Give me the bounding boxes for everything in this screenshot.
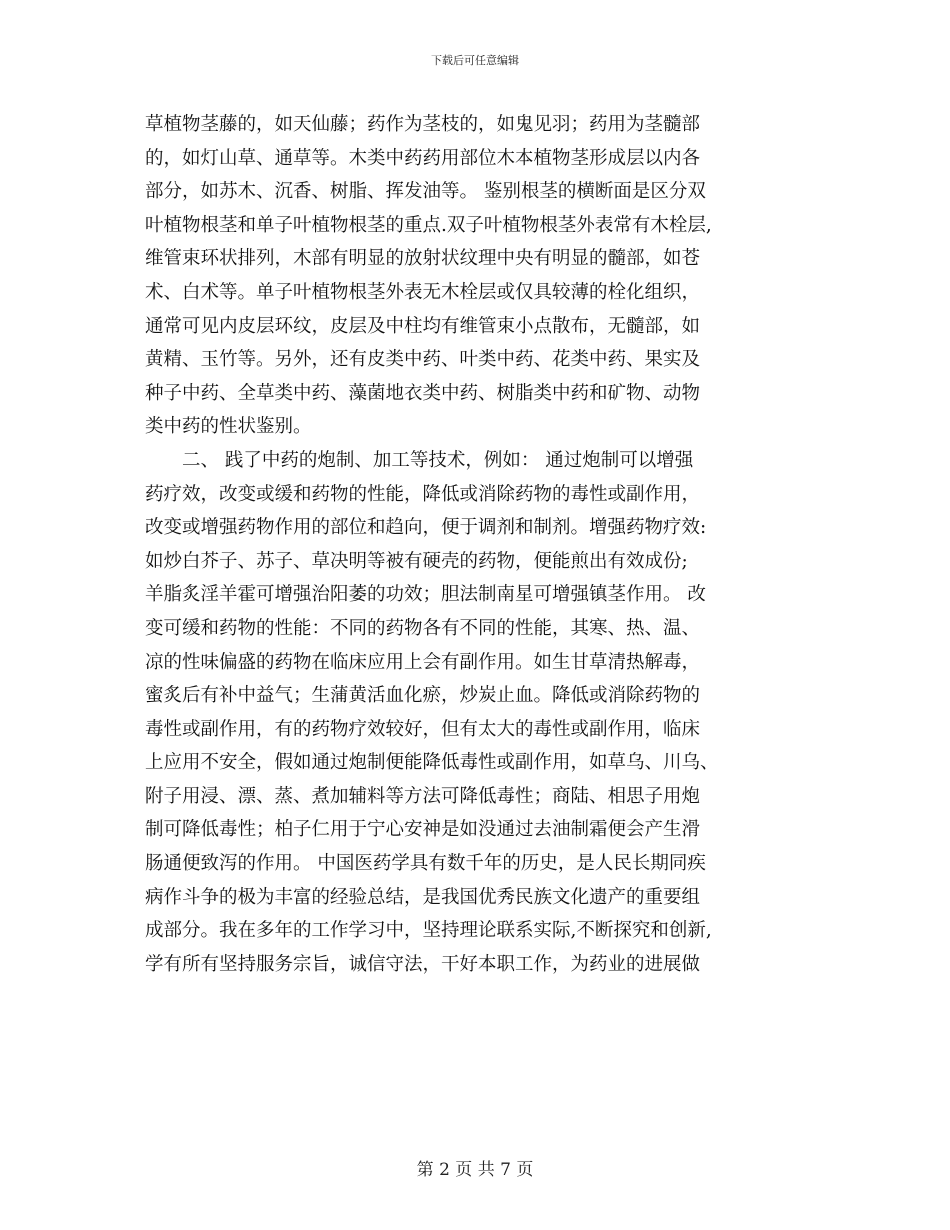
text-line: 肠通便致泻的作用。 中国医药学具有数千年的历史，是人民长期同疾 [145,853,706,875]
text-line: 药疗效，改变或缓和药物的性能，降低或消除药物的毒性或副作用， [145,483,701,505]
text-line: 黄精、玉竹等。另外，还有皮类中药、叶类中药、花类中药、果实及 [145,349,701,371]
text-line: 附子用浸、漂、蒸、煮加辅料等方法可降低毒性；商陆、相思子用炮 [145,785,701,807]
text-line: 种子中药、全草类中药、藻菌地衣类中药、树脂类中药和矿物、动物 [145,382,701,404]
text-line: 毒性或副作用，有的药物疗效较好，但有太大的毒性或副作用，临床 [145,718,701,740]
text-line: 如炒白芥子、苏子、草决明等被有硬壳的药物，便能煎出有效成份; [145,550,688,572]
text-line: 二、 践了中药的炮制、加工等技术，例如： 通过炮制可以增强 [145,449,694,471]
text-line: 蜜炙后有补中益气；生蒲黄活血化瘀，炒炭止血。降低或消除药物的 [145,685,701,707]
text-line: 成部分。我在多年的工作学习中，坚持理论联系实际,不断探究和创新, [145,920,712,942]
text-line: 维管束环状排列，木部有明显的放射状纹理中央有明显的髓部，如苍 [145,248,701,270]
text-line: 通常可见内皮层环纹，皮层及中柱均有维管束小点散布，无髓部，如 [145,315,701,337]
text-line: 术、白术等。单子叶植物根茎外表无木栓层或仅具较薄的栓化组织， [145,281,701,303]
text-line: 凉的性味偏盛的药物在临床应用上会有副作用。如生甘草清热解毒， [145,651,701,673]
text-line: 病作斗争的极为丰富的经验总结，是我国优秀民族文化遗产的重要组 [145,886,701,908]
text-line: 上应用不安全，假如通过炮制便能降低毒性或副作用，如草乌、川乌、 [145,752,719,774]
text-line: 制可降低毒性；柏子仁用于宁心安神是如没通过去油制霜便会产生滑 [145,819,701,841]
text-line: 的，如灯山草、通草等。木类中药药用部位木本植物茎形成层以内各 [145,147,701,169]
page-header: 下载后可任意编辑 [431,54,519,67]
text-line: 部分，如苏木、沉香、树脂、挥发油等。 鉴别根茎的横断面是区分双 [145,181,706,203]
page-number: 第 2 页 共 7 页 [416,1160,534,1180]
text-line: 学有所有坚持服务宗旨，诚信守法，干好本职工作，为药业的进展做 [145,953,701,975]
text-line: 变可缓和药物的性能：不同的药物各有不同的性能，其寒、热、温、 [145,617,701,639]
text-line: 草植物茎藤的，如天仙藤；药作为茎枝的，如鬼见羽；药用为茎髓部 [145,114,701,135]
text-line: 叶植物根茎和单子叶植物根茎的重点.双子叶植物根茎外表常有木栓层, [145,214,712,236]
text-line: 改变或增强药物作用的部位和趋向，便于调剂和制剂。增强药物疗效: [145,517,707,539]
body-text [145,108,810,981]
text-line: 羊脂炙淫羊霍可增强治阳萎的功效；胆法制南星可增强镇茎作用。 改 [145,584,706,606]
text-line: 类中药的性状鉴别。 [145,416,312,438]
